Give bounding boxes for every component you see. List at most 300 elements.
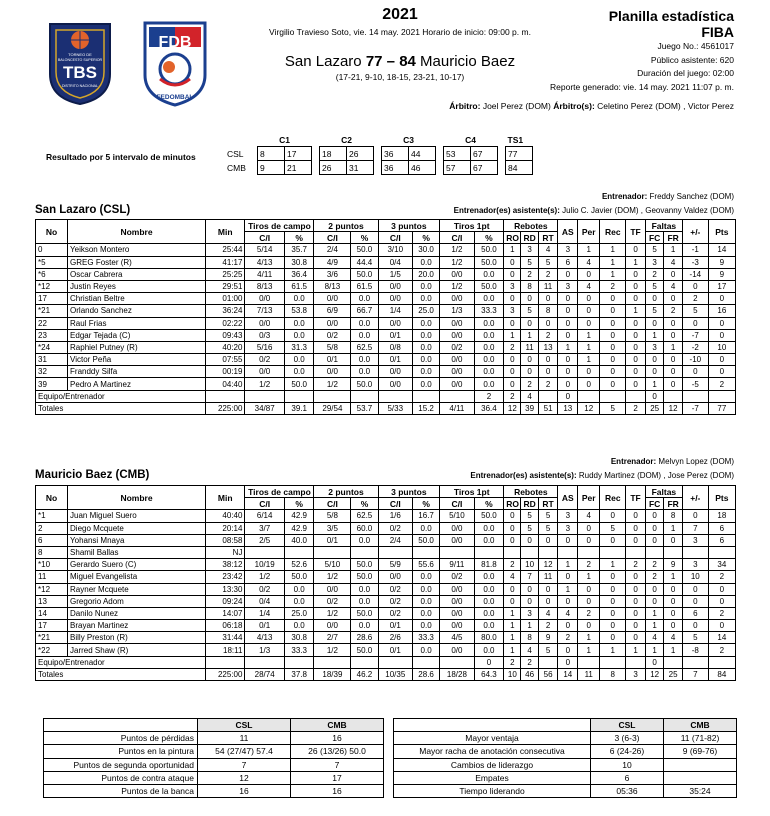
stat-cell: 4/13 (245, 256, 284, 268)
header-row (36, 486, 736, 498)
stat-cell: Juan Miguel Suero (68, 510, 206, 522)
stat-cell: 5 (600, 402, 626, 414)
stat-cell: 28.6 (413, 668, 440, 680)
stat-cell: 0 (538, 354, 558, 366)
player-row (36, 329, 736, 341)
stat-cell: 0/0 (440, 268, 475, 280)
stat-cell: 5/10 (440, 510, 475, 522)
column-header: Min (206, 486, 245, 510)
stat-cell: 02:22 (206, 317, 245, 329)
stats-cell: 16 (291, 784, 384, 797)
stat-cell: *5 (36, 256, 68, 268)
stat-cell: 0/1 (378, 644, 413, 656)
column-header: % (351, 498, 378, 510)
team-coach-row (36, 390, 736, 402)
stat-cell: 06:18 (206, 620, 245, 632)
column-header: RD (521, 232, 538, 244)
stat-cell: 0 (682, 510, 708, 522)
stat-cell: 84 (708, 668, 735, 680)
stat-cell: 2 (504, 390, 521, 402)
stat-cell: 0/0 (440, 317, 475, 329)
stat-cell: 37.8 (284, 668, 314, 680)
stat-cell: 4/13 (245, 632, 284, 644)
referee-label: Árbitro: (449, 101, 481, 111)
stats-header: CSL (198, 719, 291, 732)
referees-names: Celetino Perez (DOM) , Victor Perez (597, 101, 734, 111)
stat-cell: 64.3 (474, 668, 504, 680)
player-row (36, 620, 736, 632)
stat-cell: 0 (682, 366, 708, 378)
stat-cell: 18:11 (206, 644, 245, 656)
stats-cell: 54 (27/47) 57.4 (198, 745, 291, 758)
column-header: No (36, 220, 68, 244)
stat-cell: 0 (558, 366, 578, 378)
stat-cell: 0 (538, 366, 558, 378)
stat-cell: 17 (36, 293, 68, 305)
stat-cell: 1 (578, 632, 600, 644)
stat-cell: 2/4 (378, 534, 413, 546)
stats-cell: Empates (394, 771, 591, 784)
coach-label: Entrenador: (610, 457, 657, 466)
stat-cell: 39 (36, 378, 68, 390)
stats-row (394, 745, 737, 758)
stat-cell: 13:30 (206, 583, 245, 595)
stat-cell: 0/0 (314, 293, 351, 305)
column-header: RT (538, 232, 558, 244)
stat-cell (538, 546, 558, 558)
stat-cell: Raphiel Putney (R) (68, 341, 206, 353)
stat-cell: 2 (708, 607, 735, 619)
stats-cell: Puntos de segunda oportunidad (44, 758, 198, 771)
stat-cell: 50.0 (474, 510, 504, 522)
stat-cell: 1/2 (440, 256, 475, 268)
interval-cell: 67 (471, 161, 498, 175)
stat-cell: 10 (521, 559, 538, 571)
stat-cell: Miguel Evangelista (68, 571, 206, 583)
assistant-label: Entrenador(es) asistente(s): (453, 206, 560, 215)
stat-cell: 8 (538, 305, 558, 317)
stat-cell: 0 (664, 317, 683, 329)
stat-cell: *1 (36, 510, 68, 522)
stat-cell: 18/28 (440, 668, 475, 680)
player-row (36, 644, 736, 656)
stat-cell: 5 (682, 632, 708, 644)
stat-cell: 12 (504, 402, 521, 414)
stat-cell: 56 (538, 668, 558, 680)
stat-cell: 0/0 (440, 595, 475, 607)
tbs-text-line2: BALONCESTO SUPERIOR (57, 58, 103, 62)
stat-cell: 0 (664, 620, 683, 632)
stat-cell: 42.9 (284, 510, 314, 522)
stat-cell: 5 (645, 280, 663, 292)
stat-cell: 5 (521, 522, 538, 534)
stat-cell: 18/39 (314, 668, 351, 680)
stat-cell: 0.0 (351, 317, 378, 329)
stat-cell: 0 (558, 293, 578, 305)
stat-cell: 18 (708, 510, 735, 522)
stat-cell: 0/0 (245, 293, 284, 305)
interval-cell: 53 (444, 147, 471, 161)
stat-cell: 0 (626, 268, 646, 280)
box-score-cmb (35, 485, 736, 681)
stat-cell (645, 546, 663, 558)
coach-label: Entrenador: (601, 192, 648, 201)
interval-row-csl (225, 147, 533, 161)
stat-cell: 0 (558, 644, 578, 656)
stat-cell: 32 (36, 366, 68, 378)
stat-cell: 2 (645, 571, 663, 583)
stat-cell: 0 (645, 510, 663, 522)
stat-cell: 1 (600, 559, 626, 571)
stat-cell: Franddy Silfa (68, 366, 206, 378)
team-coach-row (36, 656, 736, 668)
box-score-csl (35, 219, 736, 415)
stat-cell: *24 (36, 341, 68, 353)
stat-cell: 2/5 (245, 534, 284, 546)
stat-cell: 2 (664, 305, 683, 317)
column-header: +/- (682, 220, 708, 244)
stat-cell: 0/0 (440, 366, 475, 378)
stats-header: CMB (664, 719, 737, 732)
stat-cell: 0 (626, 571, 646, 583)
stat-cell: 8/13 (245, 280, 284, 292)
stat-cell: 33.3 (413, 632, 440, 644)
stat-cell: 16 (708, 305, 735, 317)
interval-cell: 67 (471, 147, 498, 161)
stat-cell: 5 (521, 305, 538, 317)
stat-cell: 1/2 (314, 607, 351, 619)
assistant-coaches-line (454, 206, 734, 215)
stat-cell: 0 (578, 595, 600, 607)
column-header: RT (538, 498, 558, 510)
stat-cell: Orlando Sanchez (68, 305, 206, 317)
stat-cell: 0.0 (474, 595, 504, 607)
stat-cell: 2 (558, 632, 578, 644)
interval-header: C4 (465, 134, 476, 145)
stat-cell: 8/13 (314, 280, 351, 292)
tbs-text-main: TBS (63, 63, 97, 82)
stat-cell: 0.0 (474, 583, 504, 595)
stat-cell: 35.7 (284, 244, 314, 256)
stats-row (44, 732, 384, 745)
stat-cell (284, 656, 314, 668)
stat-cell: 50.0 (284, 378, 314, 390)
column-header: FC (645, 232, 663, 244)
stat-cell (351, 546, 378, 558)
team-stats-left (43, 718, 384, 798)
stat-cell: 6/14 (245, 510, 284, 522)
game-duration: Duración del juego: 02:00 (637, 68, 734, 78)
stat-cell: 50.0 (284, 571, 314, 583)
stat-cell: 0/0 (378, 366, 413, 378)
stats-row (394, 732, 737, 745)
stats-cell: Mayor ventaja (394, 732, 591, 745)
stat-cell (682, 656, 708, 668)
stat-cell: 1/2 (440, 244, 475, 256)
stat-cell: Oscar Cabrera (68, 268, 206, 280)
stat-cell: 1 (626, 305, 646, 317)
stat-cell: 0 (626, 632, 646, 644)
stat-cell: 0.0 (474, 268, 504, 280)
column-header: Nombre (68, 220, 206, 244)
stat-cell: 2 (521, 656, 538, 668)
stat-cell: 0 (558, 354, 578, 366)
stat-cell: 8 (36, 546, 68, 558)
interval-cell: 26 (347, 147, 374, 161)
stat-cell: 0.0 (413, 354, 440, 366)
player-row (36, 256, 736, 268)
tbs-text-line1: TORNEO DE (68, 52, 92, 57)
stats-cell: Puntos de pérdidas (44, 732, 198, 745)
stat-cell: 0 (682, 595, 708, 607)
stat-cell: 1 (578, 329, 600, 341)
stat-cell: 12 (538, 559, 558, 571)
stat-cell: 11 (538, 280, 558, 292)
totals-label: Totales (36, 402, 206, 414)
stat-cell: 0 (645, 534, 663, 546)
stat-cell: 0.0 (284, 620, 314, 632)
column-header: % (284, 232, 314, 244)
referees-line (449, 101, 734, 111)
interval-table (225, 133, 533, 175)
stat-cell: 0 (664, 378, 683, 390)
stats-cell: Cambios de liderazgo (394, 758, 591, 771)
stat-cell: 14 (36, 607, 68, 619)
column-header: AS (558, 486, 578, 510)
stat-cell: 2/6 (378, 632, 413, 644)
stat-cell: 0.0 (474, 378, 504, 390)
stat-cell: 1/3 (245, 644, 284, 656)
stats-row (394, 784, 737, 797)
stat-cell: 2 (578, 607, 600, 619)
stat-cell: 0 (664, 293, 683, 305)
stat-cell: 30.8 (284, 256, 314, 268)
stat-cell: 2 (504, 341, 521, 353)
stat-cell: 0 (504, 595, 521, 607)
stat-cell: 81.8 (474, 559, 504, 571)
column-header: Per (578, 486, 600, 510)
stat-cell (664, 546, 683, 558)
stat-cell: 2 (538, 329, 558, 341)
stat-cell: 0/4 (245, 595, 284, 607)
stat-cell: 0 (521, 534, 538, 546)
stat-cell (708, 546, 735, 558)
stat-cell (378, 390, 413, 402)
player-row (36, 366, 736, 378)
stat-cell (664, 656, 683, 668)
stat-cell: 3 (521, 244, 538, 256)
stat-cell: 0.0 (474, 329, 504, 341)
stat-cell: 2 (538, 620, 558, 632)
interval-cell: 46 (409, 161, 436, 175)
stat-cell: 4 (521, 644, 538, 656)
stat-cell: 0.0 (474, 317, 504, 329)
interval-cell: 26 (320, 161, 347, 175)
stat-cell: 0.0 (351, 354, 378, 366)
stat-cell: 0.0 (413, 317, 440, 329)
stats-header-row (44, 719, 384, 732)
column-header: TF (626, 486, 646, 510)
stat-cell: 0.0 (413, 280, 440, 292)
stat-cell: 0 (645, 366, 663, 378)
stat-cell: 0.0 (474, 293, 504, 305)
stat-cell: 0 (578, 534, 600, 546)
column-header: Tiros 1pt (440, 220, 504, 232)
stat-cell (682, 546, 708, 558)
interval-row-cmb (225, 161, 533, 175)
stat-cell: 0 (504, 256, 521, 268)
stat-cell: 1 (600, 256, 626, 268)
report-title: Planilla estadística (608, 8, 734, 24)
player-row (36, 522, 736, 534)
stat-cell: 0/0 (440, 534, 475, 546)
tbs-text-line3: DISTRITO NACIONAL (61, 84, 99, 88)
stat-cell: 0/2 (245, 583, 284, 595)
stat-cell: 1 (645, 378, 663, 390)
column-header: Rebotes (504, 486, 558, 498)
player-row (36, 317, 736, 329)
stat-cell: 22 (36, 317, 68, 329)
stat-cell: Yeikson Montero (68, 244, 206, 256)
stat-cell: 1 (521, 620, 538, 632)
stat-cell: 3/7 (245, 522, 284, 534)
stat-cell: 1/5 (378, 268, 413, 280)
player-row (36, 244, 736, 256)
stat-cell: 33.3 (474, 305, 504, 317)
stat-cell: 7 (521, 571, 538, 583)
stat-cell: *10 (36, 559, 68, 571)
stat-cell: 2 (708, 571, 735, 583)
player-row (36, 559, 736, 571)
stat-cell: 1 (664, 244, 683, 256)
stat-cell (206, 390, 245, 402)
stat-cell: 0.0 (413, 378, 440, 390)
stat-cell (708, 656, 735, 668)
stat-cell (206, 656, 245, 668)
stat-cell: *21 (36, 305, 68, 317)
stat-cell: 0/0 (314, 366, 351, 378)
column-header: +/- (682, 486, 708, 510)
stat-cell: 0 (664, 534, 683, 546)
stat-cell: 0 (682, 317, 708, 329)
interval-cell: 77 (506, 147, 533, 161)
stat-cell: 0.0 (474, 366, 504, 378)
stat-cell: 50.0 (351, 268, 378, 280)
stat-cell (413, 656, 440, 668)
assistant-names: Julio C. Javier (DOM) , Geovanny Valdez (DOM) (562, 206, 734, 215)
stat-cell: 20:14 (206, 522, 245, 534)
stat-cell: 0/1 (378, 329, 413, 341)
stat-cell: 9 (708, 256, 735, 268)
stat-cell: 0/0 (440, 644, 475, 656)
stat-cell: 1/2 (245, 378, 284, 390)
stat-cell: 0 (645, 595, 663, 607)
stat-cell: 25.0 (284, 607, 314, 619)
stat-cell: 0 (538, 583, 558, 595)
stat-cell: 0 (645, 656, 663, 668)
stat-cell: 0.0 (474, 354, 504, 366)
stat-cell: 4 (578, 280, 600, 292)
stat-cell: 3/5 (314, 522, 351, 534)
stat-cell: 0 (558, 317, 578, 329)
interval-header: C1 (279, 134, 290, 145)
stat-cell: 0 (664, 607, 683, 619)
stat-cell: 4 (578, 256, 600, 268)
stat-cell (284, 390, 314, 402)
home-score: 77 (365, 53, 383, 70)
stat-cell: 5/8 (314, 341, 351, 353)
stat-cell (578, 390, 600, 402)
column-header: Rec (600, 220, 626, 244)
stat-cell: 39.1 (284, 402, 314, 414)
stat-cell: 8 (664, 510, 683, 522)
column-header: C/I (314, 498, 351, 510)
stat-cell: 0.0 (413, 366, 440, 378)
stat-cell: -7 (682, 329, 708, 341)
interval-header: TS1 (507, 134, 524, 145)
stat-cell: 4 (504, 571, 521, 583)
stat-cell: 17 (36, 620, 68, 632)
column-header: C/I (378, 232, 413, 244)
stat-cell (245, 656, 284, 668)
stat-cell: 5/9 (378, 559, 413, 571)
stat-cell: -5 (682, 378, 708, 390)
stat-cell: 55.6 (413, 559, 440, 571)
stat-cell: -8 (682, 644, 708, 656)
stat-cell: 0/8 (378, 341, 413, 353)
stat-cell: 2 (504, 656, 521, 668)
stats-cell: Mayor racha de anotación consecutiva (394, 745, 591, 758)
stat-cell: 77 (708, 402, 735, 414)
stat-cell: 3/10 (378, 244, 413, 256)
stat-cell: 12 (664, 402, 683, 414)
stat-cell: 0 (578, 378, 600, 390)
stat-cell: 0 (504, 293, 521, 305)
stat-cell: 0/1 (314, 354, 351, 366)
stat-cell: Pedro A Martinez (68, 378, 206, 390)
column-header: % (351, 232, 378, 244)
player-row (36, 268, 736, 280)
stat-cell (626, 656, 646, 668)
stat-cell: 1 (600, 244, 626, 256)
stat-cell: 20.0 (413, 268, 440, 280)
stat-cell (626, 390, 646, 402)
stat-cell: 0 (558, 571, 578, 583)
stat-cell: 34 (708, 559, 735, 571)
stat-cell: 11 (521, 341, 538, 353)
stat-cell: 0 (600, 583, 626, 595)
stat-cell: 1 (645, 329, 663, 341)
player-row (36, 607, 736, 619)
column-header: % (474, 232, 504, 244)
stat-cell: 0 (578, 268, 600, 280)
stat-cell (314, 656, 351, 668)
stat-cell: 0 (682, 620, 708, 632)
stat-cell: 0.0 (413, 522, 440, 534)
stat-cell: 6 (708, 522, 735, 534)
stat-cell: 61.5 (284, 280, 314, 292)
stat-cell: 0.0 (413, 595, 440, 607)
stat-cell: 0 (626, 354, 646, 366)
stat-cell: 0 (600, 293, 626, 305)
stat-cell: 4/5 (440, 632, 475, 644)
stat-cell: 29/54 (314, 402, 351, 414)
stat-cell: 0 (558, 329, 578, 341)
stat-cell: 1 (504, 329, 521, 341)
stat-cell: 36:24 (206, 305, 245, 317)
stat-cell: 0 (600, 305, 626, 317)
stat-cell: 5/16 (245, 341, 284, 353)
